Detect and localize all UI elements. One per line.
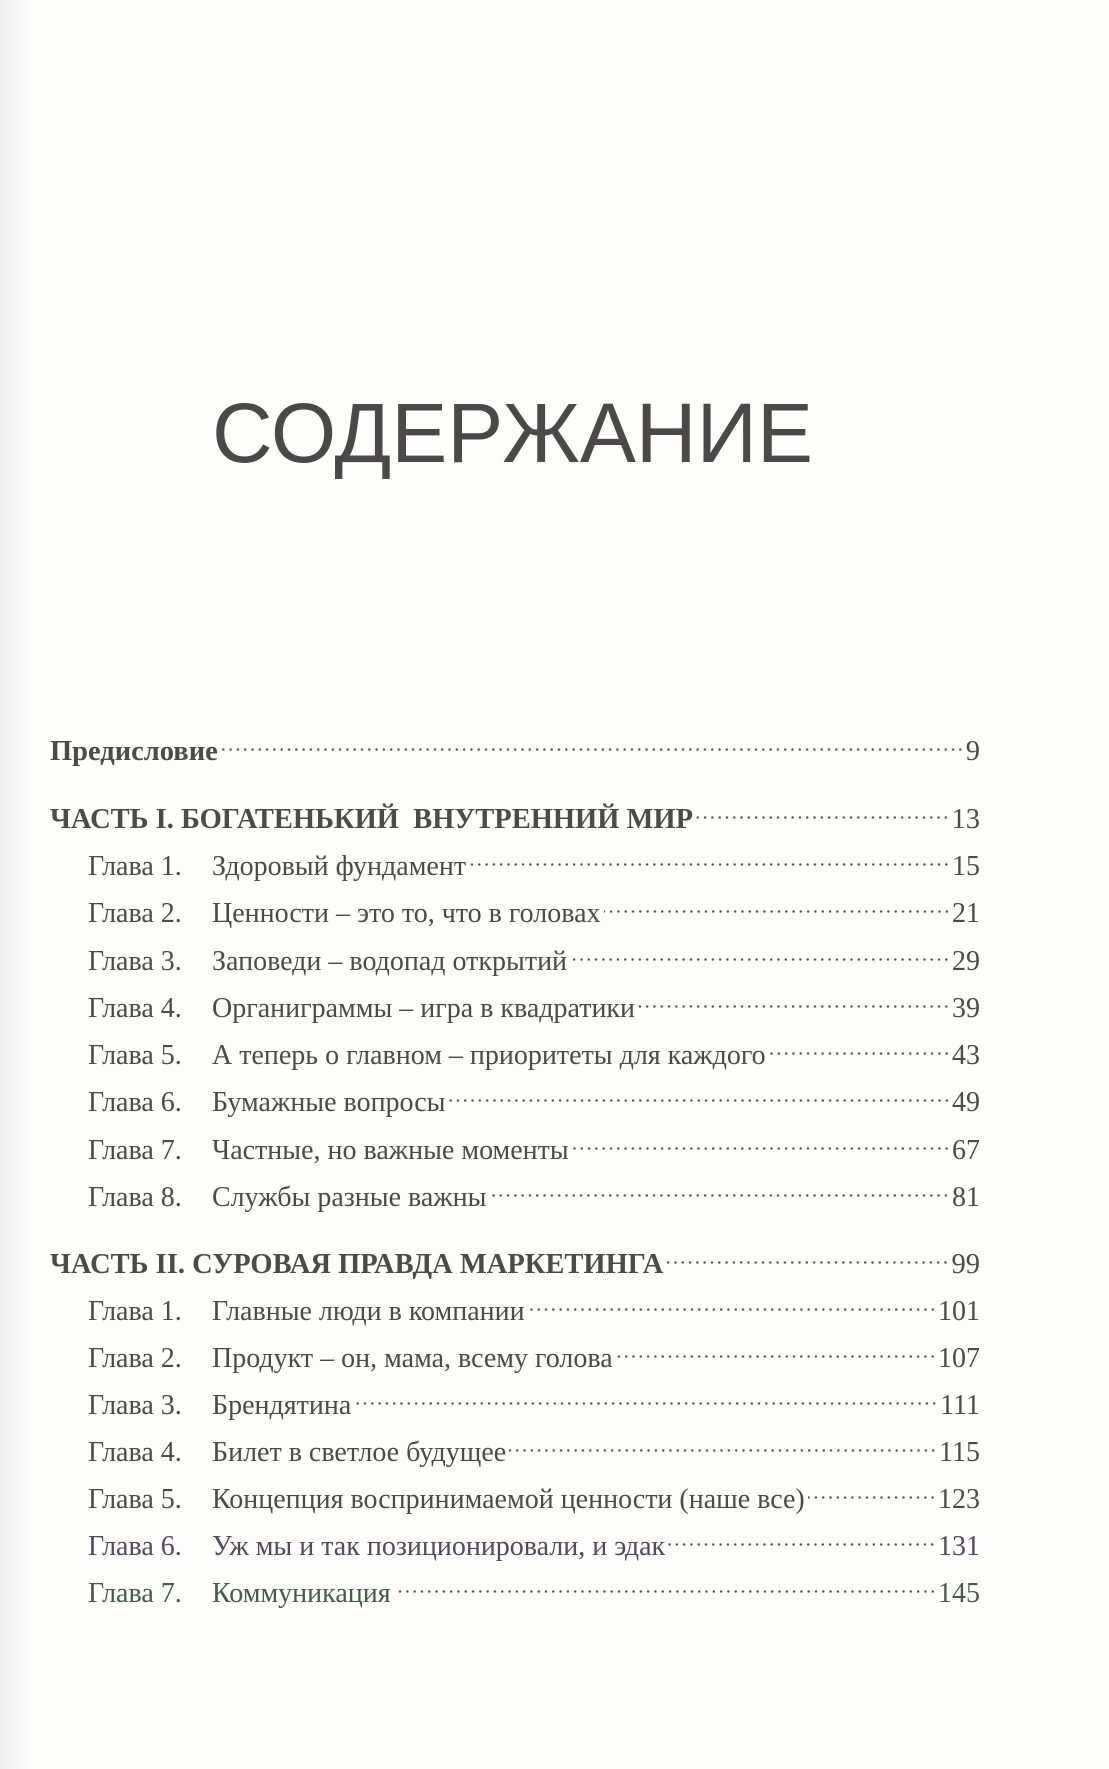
part-title: ЧАСТЬ I. БОГАТЕНЬКИЙ ВНУТРЕННИЙ МИР bbox=[50, 804, 693, 835]
chapter-label: Глава 1. bbox=[88, 1296, 182, 1327]
chapter-label: Глава 2. bbox=[88, 1343, 182, 1374]
chapter-label: Глава 3. bbox=[88, 1390, 182, 1421]
chapter-label: Глава 4. bbox=[88, 1437, 182, 1468]
page-number: 67 bbox=[952, 1135, 980, 1166]
chapter-title: Частные, но важные моменты bbox=[212, 1135, 569, 1166]
page-number: 15 bbox=[952, 851, 980, 882]
chapter-title: Главные люди в компании bbox=[212, 1296, 525, 1327]
page-number: 21 bbox=[952, 898, 980, 929]
page-number: 29 bbox=[952, 946, 980, 977]
page-number: 145 bbox=[938, 1578, 980, 1609]
toc-entry-chapter[interactable] bbox=[88, 1166, 980, 1213]
dot-leader bbox=[528, 1280, 936, 1320]
page-number: 101 bbox=[938, 1296, 980, 1327]
chapter-label: Глава 5. bbox=[88, 1040, 182, 1071]
dot-leader bbox=[638, 977, 950, 1017]
page-edge-shadow bbox=[0, 0, 28, 1769]
chapter-label: Глава 5. bbox=[88, 1484, 182, 1515]
page-number: 49 bbox=[952, 1087, 980, 1118]
part-title: ЧАСТЬ II. СУРОВАЯ ПРАВДА МАРКЕТИНГА bbox=[50, 1249, 664, 1280]
chapter-title: Брендятина bbox=[212, 1390, 352, 1421]
toc-entry-chapter[interactable] bbox=[88, 1515, 980, 1562]
page-number: 111 bbox=[940, 1390, 980, 1421]
toc-entry-chapter[interactable] bbox=[88, 1024, 980, 1071]
chapter-title: Продукт – он, мама, всему голова bbox=[212, 1343, 613, 1374]
dot-leader bbox=[696, 788, 950, 828]
chapter-label: Глава 4. bbox=[88, 993, 182, 1024]
toc-entry-part-2[interactable] bbox=[50, 1233, 980, 1280]
toc-entry-chapter[interactable] bbox=[88, 1421, 980, 1468]
chapter-title: Бумажные вопросы bbox=[212, 1087, 446, 1118]
chapter-title: Уж мы и так позиционировали, и эдак bbox=[212, 1531, 666, 1562]
page-number: 107 bbox=[938, 1343, 980, 1374]
chapter-label: Глава 2. bbox=[88, 898, 182, 929]
toc-entry-chapter[interactable] bbox=[88, 1071, 980, 1118]
dot-leader bbox=[570, 930, 950, 970]
chapter-title: Коммуникация bbox=[212, 1578, 391, 1609]
page-number: 131 bbox=[938, 1531, 980, 1562]
chapter-label: Глава 6. bbox=[88, 1087, 182, 1118]
chapter-label: Глава 7. bbox=[88, 1578, 182, 1609]
dot-leader bbox=[668, 1515, 936, 1555]
toc-entry-chapter[interactable] bbox=[88, 1119, 980, 1166]
page-number: 81 bbox=[952, 1182, 980, 1213]
chapter-title: Концепция воспринимаемой ценности (наше все) bbox=[212, 1484, 805, 1515]
page-number: 39 bbox=[952, 993, 980, 1024]
chapter-title: Ценности – это то, что в головах bbox=[212, 898, 601, 929]
dot-leader bbox=[509, 1421, 937, 1461]
chapter-title: Здоровый фундамент bbox=[212, 851, 467, 882]
chapter-title: Заповеди – водопад открытий bbox=[212, 946, 568, 977]
page-number: 99 bbox=[951, 1249, 980, 1280]
toc-entry-preface[interactable] bbox=[50, 720, 980, 767]
chapter-label: Глава 3. bbox=[88, 946, 182, 977]
dot-leader bbox=[221, 720, 964, 760]
toc-entry-chapter[interactable] bbox=[88, 1280, 980, 1327]
dot-leader bbox=[394, 1562, 936, 1602]
dot-leader bbox=[489, 1166, 950, 1206]
toc-entry-chapter[interactable] bbox=[88, 882, 980, 929]
page-number: 43 bbox=[952, 1040, 980, 1071]
chapter-label: Глава 1. bbox=[88, 851, 182, 882]
page-number: 13 bbox=[951, 804, 980, 835]
dot-leader bbox=[666, 1233, 949, 1273]
toc-entry-chapter[interactable] bbox=[88, 1468, 980, 1515]
page-number: 115 bbox=[939, 1437, 980, 1468]
toc-entry-chapter[interactable] bbox=[88, 1327, 980, 1374]
toc-entry-chapter[interactable] bbox=[88, 977, 980, 1024]
chapter-label: Глава 7. bbox=[88, 1135, 182, 1166]
dot-leader bbox=[354, 1374, 938, 1414]
page-number: 123 bbox=[938, 1484, 980, 1515]
dot-leader bbox=[616, 1327, 936, 1367]
chapter-title: А теперь о главном – приоритеты для каждого bbox=[212, 1040, 766, 1071]
page-title: СОДЕРЖАНИЕ bbox=[212, 386, 813, 480]
chapter-title: Билет в светлое будущее bbox=[212, 1437, 507, 1468]
dot-leader bbox=[604, 882, 950, 922]
entry-title: Предисловие bbox=[50, 736, 218, 767]
chapter-title: Службы разные важны bbox=[212, 1182, 487, 1213]
toc-entry-chapter[interactable] bbox=[88, 835, 980, 882]
toc-entry-part-1[interactable] bbox=[50, 788, 980, 835]
dot-leader bbox=[469, 835, 950, 875]
chapter-title: Органиграммы – игра в квадратики bbox=[212, 993, 636, 1024]
toc-entry-chapter[interactable] bbox=[88, 930, 980, 977]
dot-leader bbox=[769, 1024, 950, 1064]
chapter-label: Глава 8. bbox=[88, 1182, 182, 1213]
dot-leader bbox=[572, 1119, 950, 1159]
toc-entry-chapter[interactable] bbox=[88, 1374, 980, 1421]
dot-leader bbox=[449, 1071, 951, 1111]
dot-leader bbox=[808, 1468, 936, 1508]
toc-entry-chapter[interactable] bbox=[88, 1562, 980, 1609]
page-number: 9 bbox=[965, 736, 980, 767]
chapter-label: Глава 6. bbox=[88, 1531, 182, 1562]
